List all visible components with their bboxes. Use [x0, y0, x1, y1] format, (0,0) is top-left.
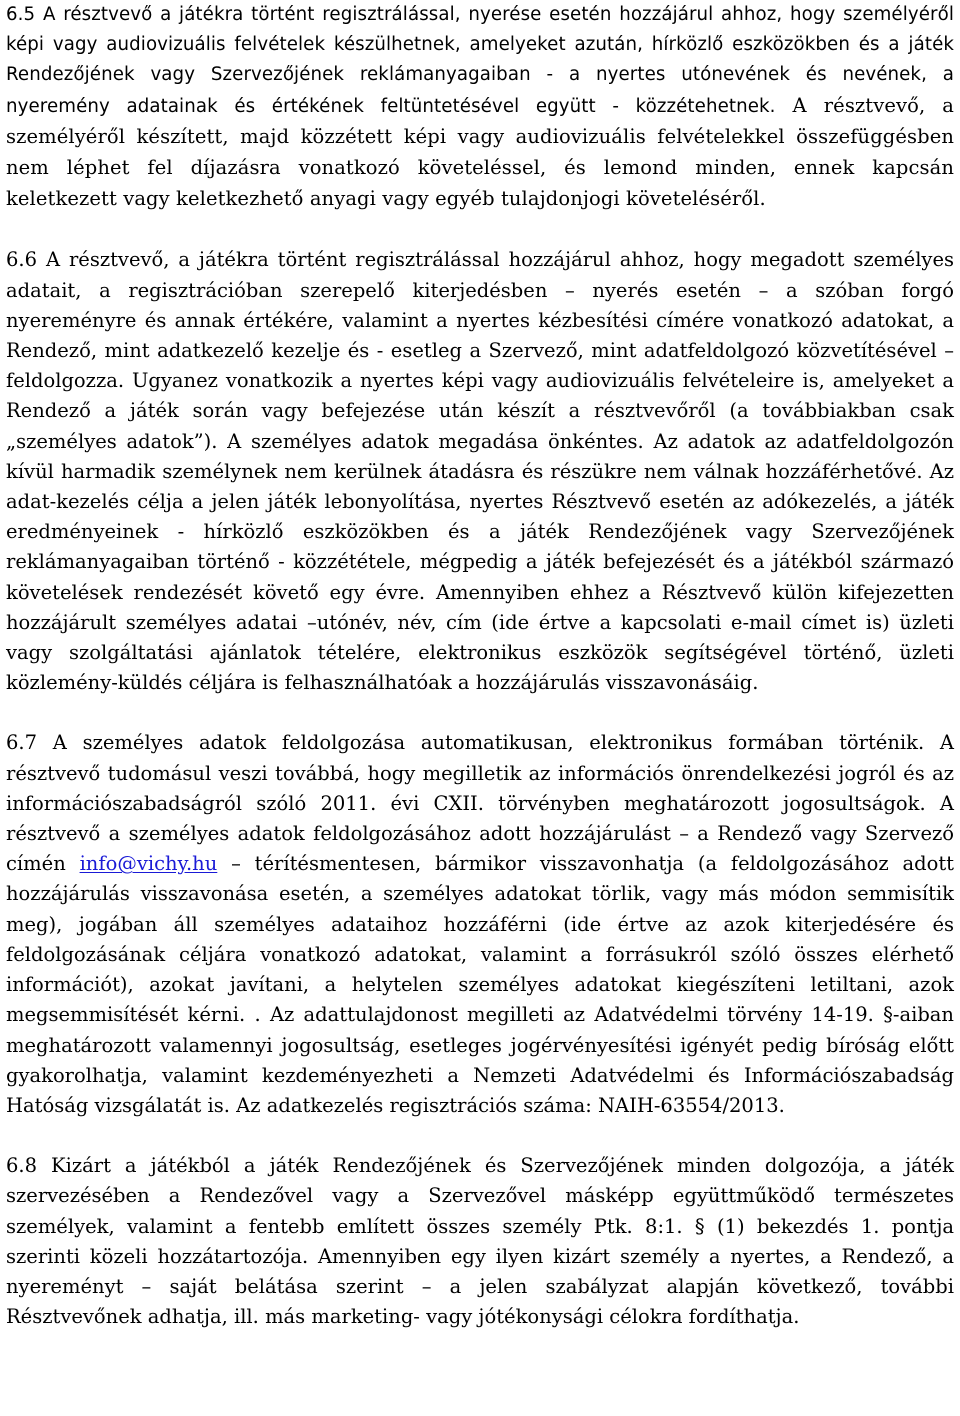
paragraph-6-7-after-link: – térítésmentesen, bármikor visszavonhatja (a feldolgozásához adott hozzájárulás visszavonása esetén, a személyes adatokat törlik, vagy más módon semmisítik meg), jogában áll személyes adataihoz hozzáférni (ide értve az azok kiterjedésére és feldolgozásának céljára vonatkozó adatokat, valamint a forrásukról szóló összes elérhető információt), azokat javítani, a helytelen személyes adatokat kiegészíteni letiltani, azok megsemmisítését kérni. . Az adattulajdonost megilleti az Adatvédelmi törvény 14-19. §-aiban meghatározott valamennyi jogosultság, esetleges jogérvényesítési igényét pedig bíróság előtt gyakorolhatja, valamint kezdeményezheti a Nemzeti Adatvédelmi és Információszabadság Hatóság vizsgálatát is. Az adatkezelés regisztrációs száma: NAIH-63554/2013. [6, 852, 954, 1117]
email-link[interactable]: info@vichy.hu [79, 852, 218, 876]
document-page [6, 0, 954, 1332]
paragraph-6-5 [6, 0, 954, 215]
paragraph-6-5-part-b: A résztvevő, a személyéről készített, majd közzétett képi vagy audiovizuális felvételekkel összefüggésben nem léphet fel díjazásra vonatkozó követeléssel, és lemond minden, ennek kapcsán keletkezett vagy keletkezhető anyagi vagy egyéb tulajdonjogi követeléséről. [6, 93, 954, 211]
paragraph-6-6: 6.6 A résztvevő, a játékra történt regisztrálással hozzájárul ahhoz, hogy megadott személyes adatait, a regisztrációban szerepelő kiterjedésben – nyerés esetén – a szóban forgó nyereményre és annak értékére, valamint a nyertes kézbesítési címére vonatkozó adatokat, a Rendező, mint adatkezelő kezelje és - esetleg a Szervező, mint adatfeldolgozó közvetítésével – feldolgozza. Ugyanez vonatkozik a nyertes képi vagy audiovizuális felvételeire is, amelyeket a Rendező a játék során vagy befejezése után készít a résztvevőről (a továbbiakban csak „személyes adatok”). A személyes adatok megadása önkéntes. Az adatok az adatfeldolgozón kívül harmadik személynek nem kerülnek átadásra és részükre nem válnak hozzáférhetővé. Az adat-kezelés célja a jelen játék lebonyolítása, nyertes Résztvevő esetén az adókezelés, a játék eredményeinek - hírközlő eszközökben és a játék Rendezőjének vagy Szervezőjének reklámanyagaiban történő - közzététele, mégpedig a játék befejezését és a játékból származó követelések rendezését követő egy évre. Amennyiben ehhez a Résztvevő külön kifejezetten hozzájárult személyes adatai –utónév, név, cím (ide értve a kapcsolati e-mail címet is) üzleti vagy szolgáltatási ajánlatok tételére, elektronikus eszközök segítségével történő, üzleti közlemény-küldés céljára is felhasználhatóak a hozzájárulás visszavonásáig. [6, 248, 954, 695]
paragraph-6-5-part-a: 6.5 A résztvevő a játékra történt regisztrálással, nyerése esetén hozzájárul ahhoz, hogy személyéről képi vagy audiovizuális felvételek készülhetnek, amelyeket azután, hírközlő eszközökben és a játék Rendezőjének vagy Szervezőjének reklámanyagaiban - a nyertes utónevének és nevének, a nyeremény adatainak és értékének feltüntetésével együtt - közzétehetnek. [6, 4, 954, 117]
paragraph-6-7 [6, 728, 954, 1121]
paragraph-6-8: 6.8 Kizárt a játékból a játék Rendezőjének és Szervezőjének minden dolgozója, a játék szervezésében a Rendezővel vagy a Szervezővel másképp együttműködő természetes személyek, valamint a fentebb említett összes személy Ptk. 8:1. § (1) bekezdés 1. pontja szerinti közeli hozzátartozója. Amennyiben egy ilyen kizárt személy a nyertes, a Rendező, a nyereményt – saját belátása szerint – a jelen szabályzat alapján következő, további Résztvevőnek adhatja, ill. más marketing- vagy jótékonysági célokra fordíthatja. [6, 1154, 954, 1329]
paragraph-6-7-before-link: 6.7 A személyes adatok feldolgozása automatikusan, elektronikus formában történik. A résztvevő tudomásul veszi továbbá, hogy megilletik az információs önrendelkezési jogról és az információszabadságról szóló 2011. évi CXII. törvényben meghatározott jogosultságok. A résztvevő a személyes adatok feldolgozásához adott hozzájárulást – a Rendező vagy Szervező címén [6, 731, 954, 876]
